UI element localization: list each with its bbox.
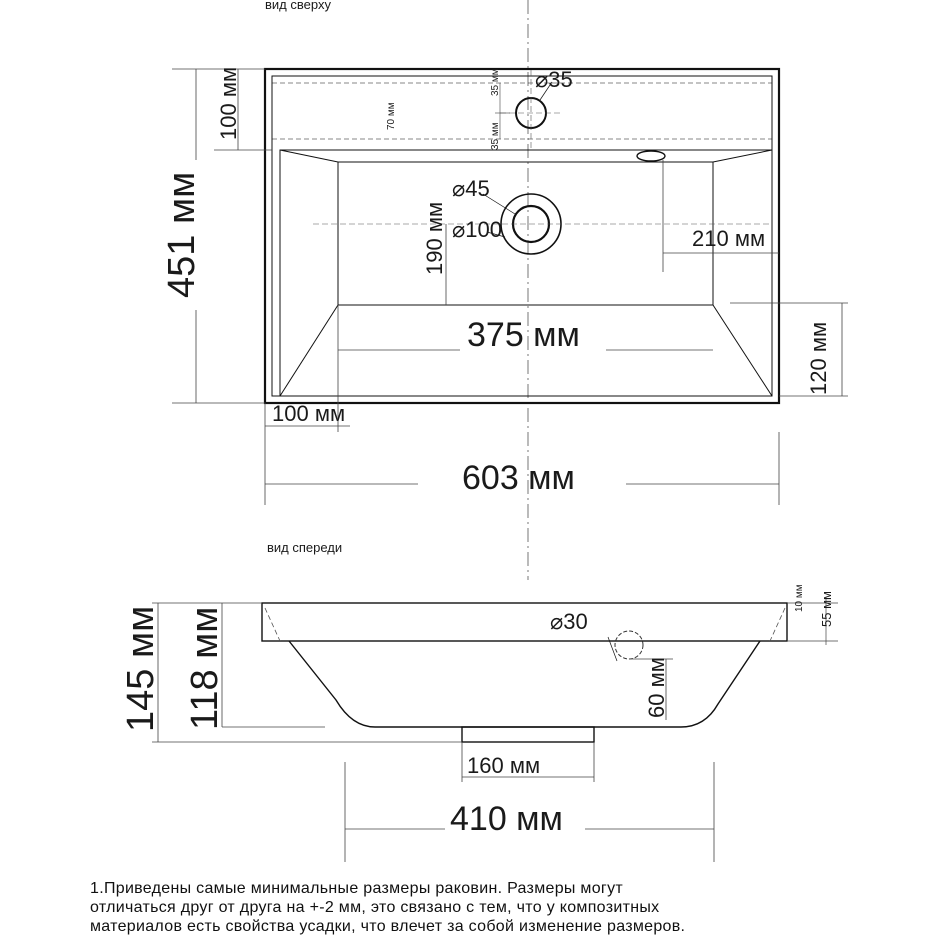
bowl-floor <box>338 162 713 305</box>
drain-inner-label: ⌀45 <box>452 176 490 201</box>
depth-label: 451 мм <box>161 171 203 298</box>
drain-to-right-label: 210 мм <box>692 226 766 251</box>
back-ledge-label: 100 мм <box>216 66 241 140</box>
front-view-outline <box>262 603 787 742</box>
overflow-label: ⌀30 <box>550 609 588 634</box>
top-view-title: вид сверху <box>265 0 331 12</box>
drain-pipe <box>462 727 594 742</box>
side-rim-label: 100 мм <box>272 401 346 426</box>
overflow-height-label: 60 мм <box>644 657 669 718</box>
tap-offset-bottom-label: 35 мм <box>490 122 501 150</box>
bowl-height-label: 118 мм <box>184 606 226 730</box>
note-line-2: отличаться друг от друга на +-2 мм, это связано с тем, что у композитных <box>90 899 660 916</box>
drain-width-label: 160 мм <box>467 753 541 778</box>
bowl-outer <box>280 150 772 396</box>
overflow-hole <box>615 631 643 659</box>
note-line-3: материалов есть свойства усадки, что влечет за собой изменение размеров. <box>90 918 686 935</box>
front-rim-label: 120 мм <box>806 321 831 395</box>
note-line-1: 1.Приведены самые минимальные размеры раковин. Размеры могут <box>90 880 623 897</box>
tap-hole-label: ⌀35 <box>535 67 573 92</box>
bowl-width-label: 375 мм <box>467 316 580 354</box>
front-view-title: вид спереди <box>267 540 343 555</box>
rim-height-label: 55 мм <box>819 591 834 627</box>
tap-offset-top-label: 35 мм <box>490 68 501 96</box>
overflow-slot <box>637 151 665 161</box>
bottom-width-label: 410 мм <box>450 800 563 838</box>
drain-outer-label: ⌀100 <box>452 217 502 242</box>
ledge-width-label: 70 мм <box>386 102 397 130</box>
total-height-label: 145 мм <box>120 605 162 732</box>
disclaimer-note <box>90 879 890 936</box>
drain-from-front-label: 190 мм <box>422 201 447 275</box>
rim-thickness-label: 10 мм <box>794 584 805 612</box>
width-label: 603 мм <box>462 459 575 497</box>
